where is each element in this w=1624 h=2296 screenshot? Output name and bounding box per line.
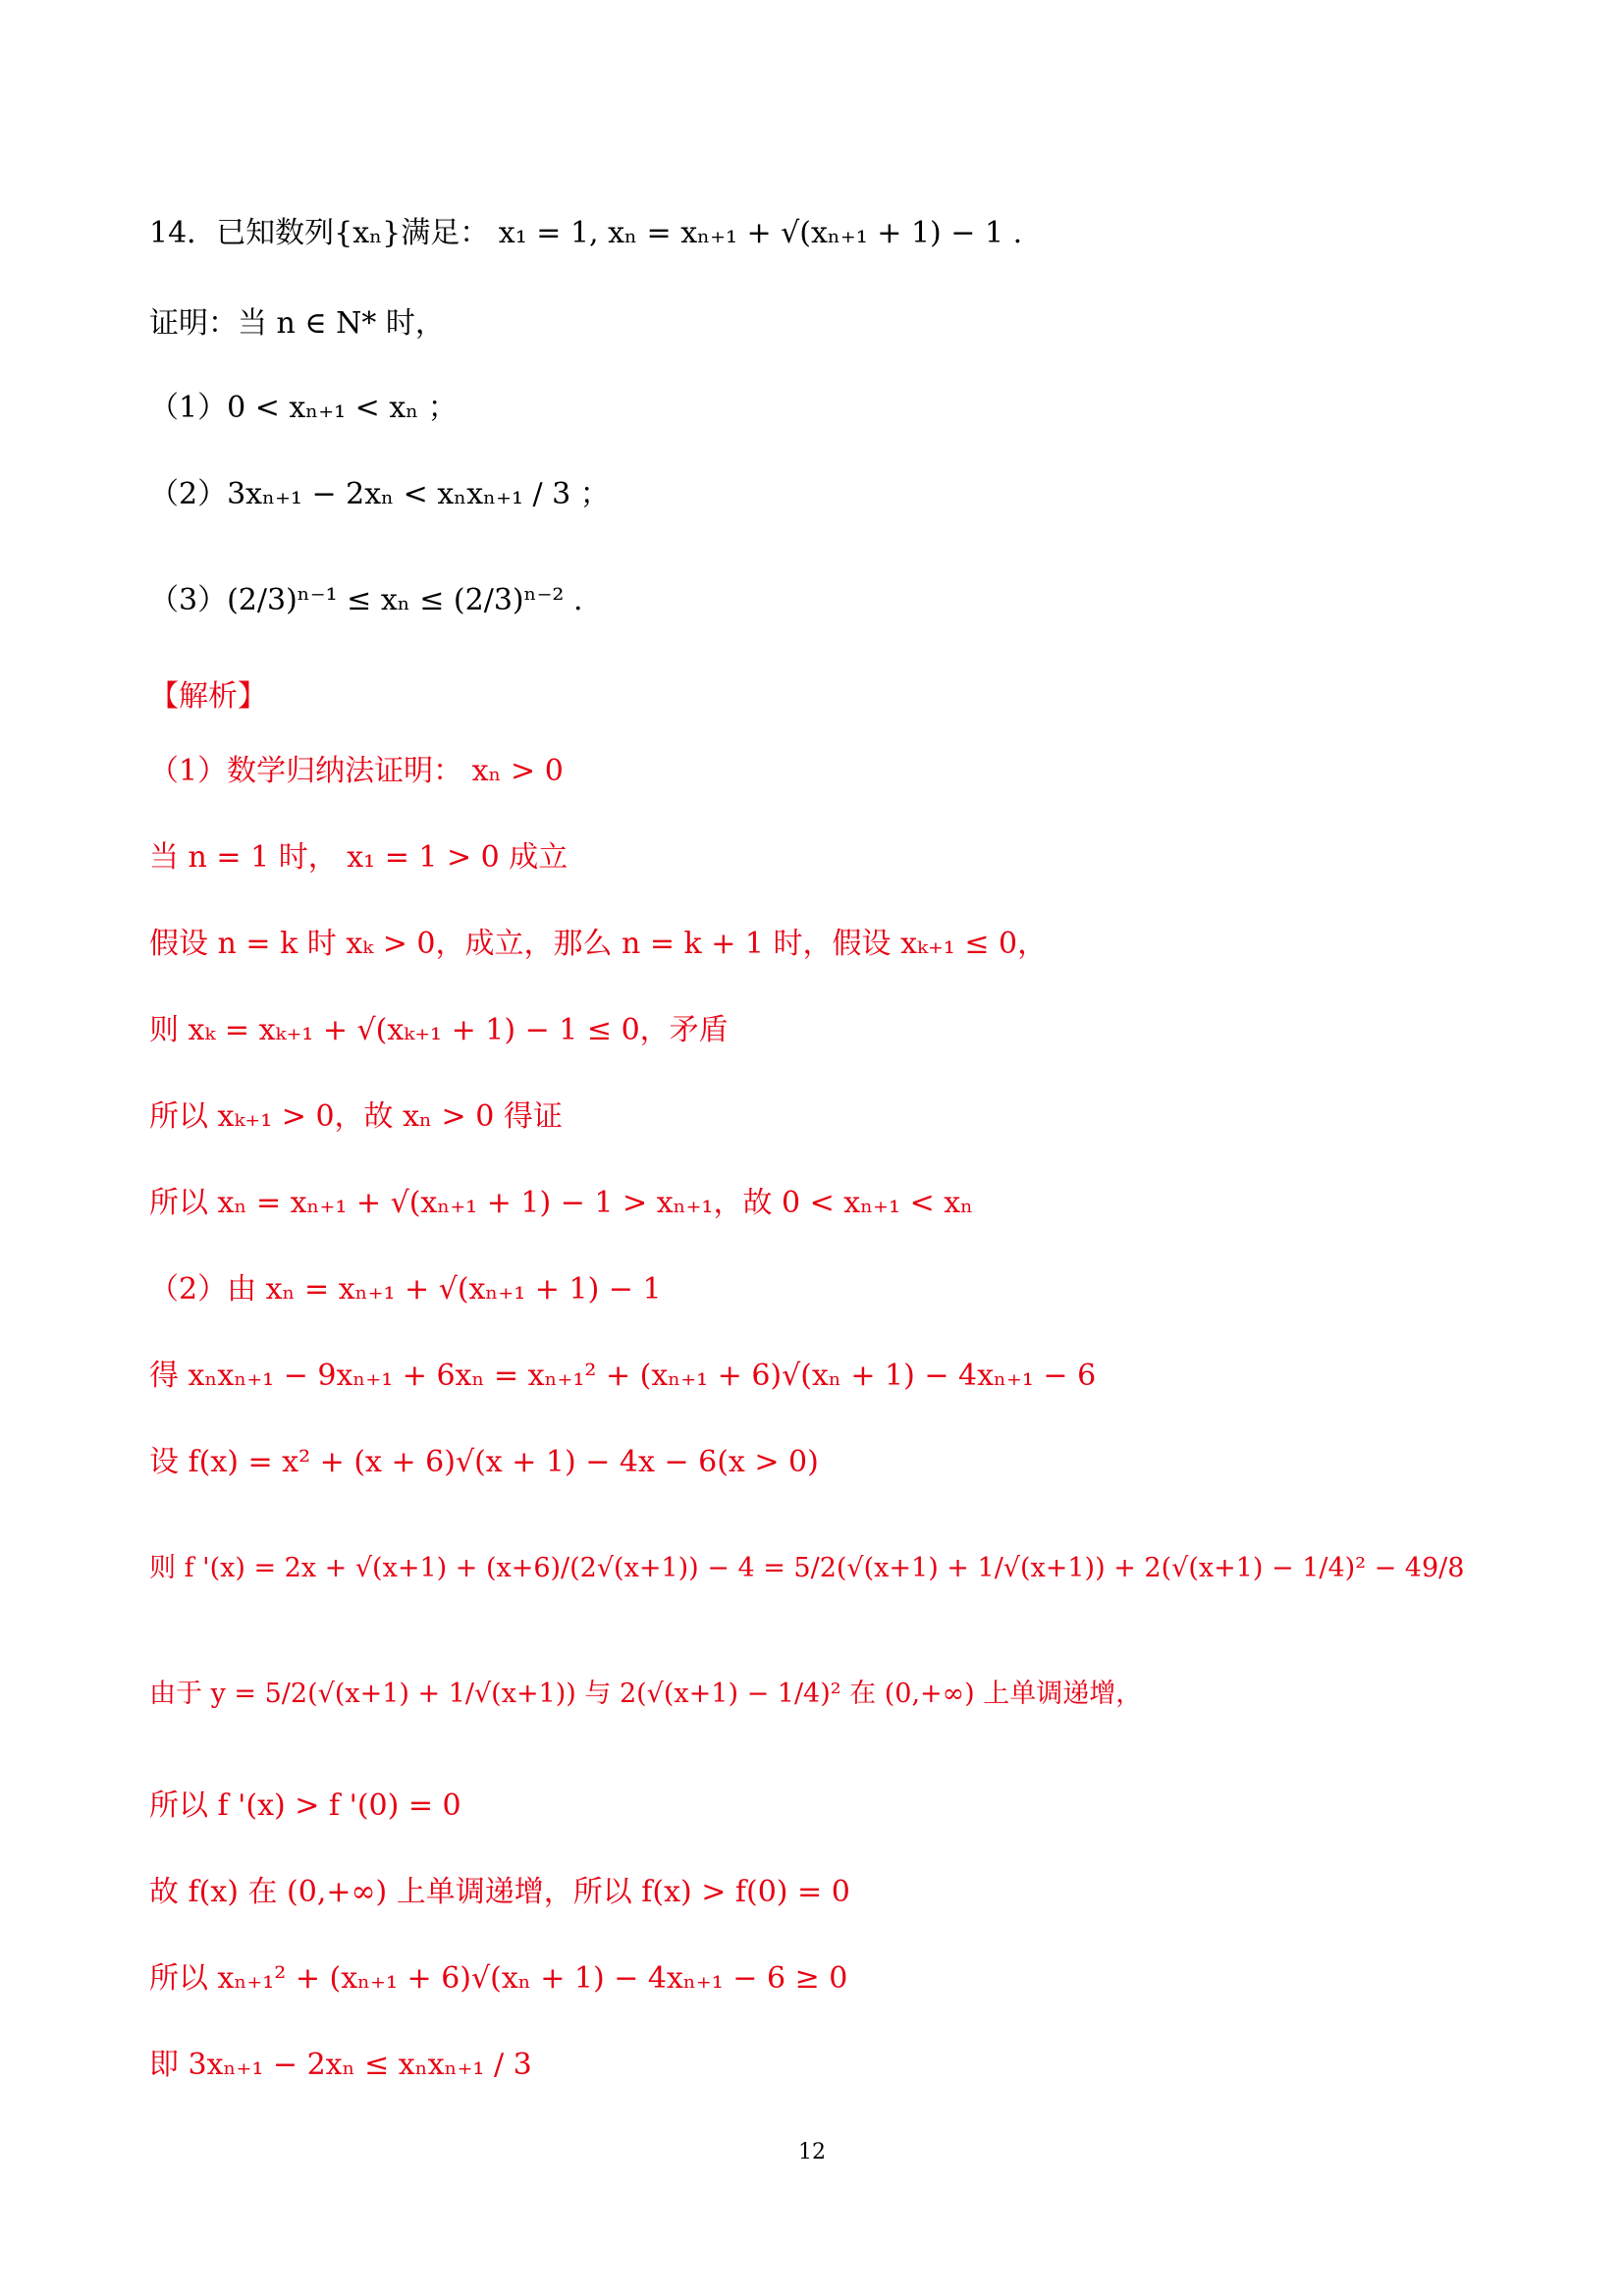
solution-line: 假设 n = k 时 xₖ > 0，成立，那么 n = k + 1 时，假设 xₖ₊₁ ≤ 0， [149, 927, 1048, 961]
problem-statement: 已知数列{xₙ}满足： x₁ = 1, xₙ = xₙ₊₁ + √(xₙ₊₁ + 1) − 1 . [216, 216, 1023, 250]
part-3: （3）(2/3)ⁿ⁻¹ ≤ xₙ ≤ (2/3)ⁿ⁻² . [149, 583, 583, 617]
problem-number: 14． [149, 216, 217, 250]
solution-line: 所以 f '(x) > f '(0) = 0 [149, 1789, 461, 1823]
solution-line: 则 f '(x) = 2x + √(x+1) + (x+6)/(2√(x+1)) − 4 = 5/2(√(x+1) + 1/√(x+1)) + 2(√(x+1) − 1/4)² − 49/8 [149, 1553, 1465, 1583]
solution-line: 故 f(x) 在 (0,+∞) 上单调递增，所以 f(x) > f(0) = 0 [149, 1875, 850, 1909]
solution-line: 得 xₙxₙ₊₁ − 9xₙ₊₁ + 6xₙ = xₙ₊₁² + (xₙ₊₁ + 6)√(xₙ + 1) − 4xₙ₊₁ − 6 [149, 1359, 1097, 1393]
solution-line: 则 xₖ = xₖ₊₁ + √(xₖ₊₁ + 1) − 1 ≤ 0，矛盾 [149, 1013, 729, 1047]
solution-line: 当 n = 1 时， x₁ = 1 > 0 成立 [149, 840, 568, 875]
solution-header: 【解析】 [149, 679, 267, 714]
page-number: 12 [798, 2140, 826, 2164]
proof-intro: 证明：当 n ∈ N* 时， [149, 306, 445, 341]
solution-line: 即 3xₙ₊₁ − 2xₙ ≤ xₙxₙ₊₁ / 3 [149, 2048, 532, 2082]
solution-line: （2）由 xₙ = xₙ₊₁ + √(xₙ₊₁ + 1) − 1 [149, 1272, 662, 1307]
part-2: （2）3xₙ₊₁ − 2xₙ < xₙxₙ₊₁ / 3 ； [149, 477, 610, 511]
solution-line: 所以 xₖ₊₁ > 0，故 xₙ > 0 得证 [149, 1099, 563, 1134]
solution-line: （1）数学归纳法证明： xₙ > 0 [149, 754, 564, 788]
part-1: （1）0 < xₙ₊₁ < xₙ ； [149, 391, 458, 425]
problem-statement-line [149, 214, 1022, 253]
solution-line: 设 f(x) = x² + (x + 6)√(x + 1) − 4x − 6(x > 0) [149, 1445, 819, 1479]
solution-line: 所以 xₙ₊₁² + (xₙ₊₁ + 6)√(xₙ + 1) − 4xₙ₊₁ − 6 ≥ 0 [149, 1961, 848, 1996]
solution-line: 由于 y = 5/2(√(x+1) + 1/√(x+1)) 与 2(√(x+1) − 1/4)² 在 (0,+∞) 上单调递增， [149, 1679, 1143, 1709]
solution-line: 所以 xₙ = xₙ₊₁ + √(xₙ₊₁ + 1) − 1 > xₙ₊₁，故 0 < xₙ₊₁ < xₙ [149, 1186, 974, 1220]
